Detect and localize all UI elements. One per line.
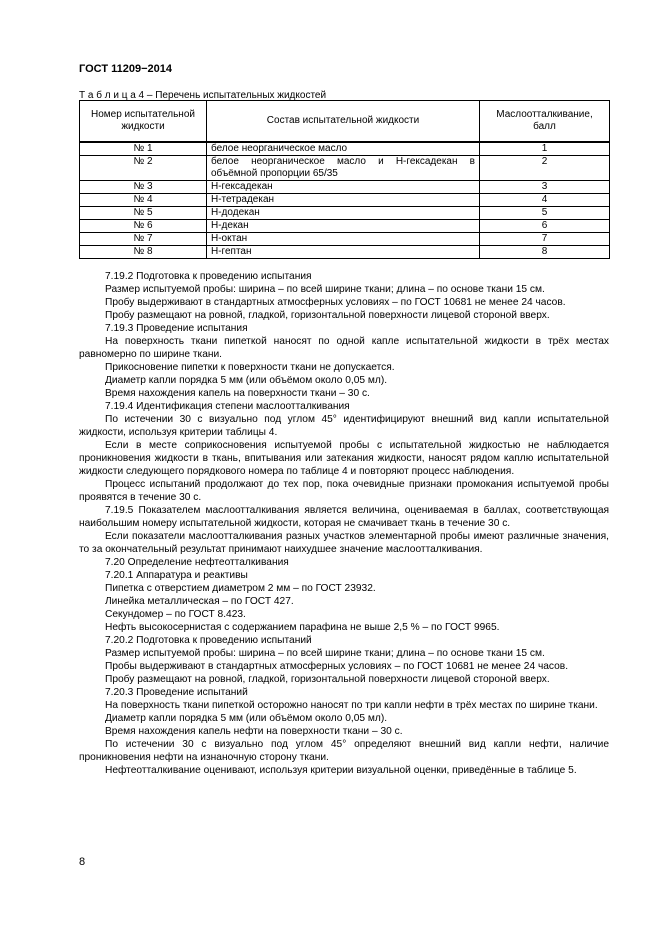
- table-row: [80, 220, 610, 233]
- paragraph: Нефть высокосернистая с содержанием парафина не выше 2,5 % – по ГОСТ 9965.: [105, 622, 500, 633]
- fluid-composition: Н-гептан: [207, 246, 480, 259]
- paragraph: На поверхность ткани пипеткой осторожно наносят по три капли нефти в трёх местах по ширине ткани.: [105, 700, 598, 711]
- paragraph: Размер испытуемой пробы: ширина – по всей ширине ткани; длина – по основе ткани 15 см.: [105, 648, 545, 659]
- paragraph: По истечении 30 с визуально под углом 45° идентифицируют внешний вид капли испытательной жидкости, используя критерии таблицы 4.: [79, 414, 609, 438]
- fluid-score: 3: [480, 181, 610, 194]
- table-header-row: [80, 101, 610, 143]
- paragraph: Время нахождения капель нефти на поверхности ткани – 30 с.: [105, 726, 403, 737]
- fluid-composition: Н-гексадекан: [207, 181, 480, 194]
- table-row: [80, 156, 610, 181]
- paragraph: Диаметр капли порядка 5 мм (или объёмом около 0,05 мл).: [105, 375, 388, 386]
- table-caption: Т а б л и ц а 4 – Перечень испытательных жидкостей: [79, 90, 327, 101]
- paragraph: Пипетка с отверстием диаметром 2 мм – по ГОСТ 23932.: [105, 583, 376, 594]
- paragraph: 7.19.5 Показателем маслоотталкивания является величина, оцениваемая в баллах, соответствующая наибольшим номеру испытательной жидкости, которая не смачивает ткань в течение 30 с.: [79, 505, 609, 529]
- paragraph: Прикосновение пипетки к поверхности ткани не допускается.: [105, 362, 395, 373]
- fluid-number: № 5: [80, 207, 207, 220]
- fluid-composition: Н-декан: [207, 220, 480, 233]
- fluid-score: 4: [480, 194, 610, 207]
- fluid-composition: Н-тетрадекан: [207, 194, 480, 207]
- paragraph: Если показатели маслоотталкивания разных участков элементарной пробы имеют различные значения, то за окончательный результат принимают наихудшее значение маслоотталкивания.: [79, 531, 609, 555]
- fluid-composition: Н-октан: [207, 233, 480, 246]
- paragraph: Пробы выдерживают в стандартных атмосферных условиях – по ГОСТ 10681 не менее 24 часов.: [105, 661, 569, 672]
- table-row: [80, 142, 610, 156]
- section-heading: 7.19.4 Идентификация степени маслоотталкивания: [105, 401, 350, 412]
- fluid-score: 1: [480, 142, 610, 156]
- fluid-composition: белое неорганическое масло и Н-гексадекан в объёмной пропорции 65/35: [207, 156, 480, 181]
- paragraph: По истечении 30 с визуально под углом 45° определяют внешний вид капли нефти, наличие проникновения нефти на изнаночную сторону ткани.: [79, 739, 609, 763]
- paragraph: Время нахождения капель на поверхности ткани – 30 с.: [105, 388, 370, 399]
- fluid-number: № 1: [80, 142, 207, 156]
- col-header-number: Номер испытательной жидкости: [80, 101, 207, 143]
- document-header: ГОСТ 11209−2014: [79, 63, 172, 75]
- fluid-number: № 2: [80, 156, 207, 181]
- paragraph: Процесс испытаний продолжают до тех пор, пока очевидные признаки промокания испытуемой пробы проявятся в течение 30 с.: [79, 479, 609, 503]
- table-row: [80, 233, 610, 246]
- col-header-score: Маслоотталкивание, балл: [480, 101, 610, 143]
- fluid-number: № 8: [80, 246, 207, 259]
- paragraph: Секундомер – по ГОСТ 8.423.: [105, 609, 246, 620]
- fluid-number: № 4: [80, 194, 207, 207]
- body-text: [79, 270, 609, 777]
- fluid-composition: белое неорганическое масло: [207, 142, 480, 156]
- fluids-table: [79, 100, 610, 259]
- section-heading: 7.20.1 Аппаратура и реактивы: [105, 570, 248, 581]
- fluid-number: № 7: [80, 233, 207, 246]
- paragraph: Пробу размещают на ровной, гладкой, горизонтальной поверхности лицевой стороной вверх.: [105, 310, 550, 321]
- paragraph: Пробу размещают на ровной, гладкой, горизонтальной поверхности лицевой стороной вверх.: [105, 674, 550, 685]
- paragraph: Если в месте соприкосновения испытуемой пробы с испытательной жидкостью не наблюдается проникновения жидкости в ткань, впитывания или затекания жидкости, наносят рядом каплю испытательной жидкости следующего порядкового номера по таблице 4 и повторяют процесс наблюдения.: [79, 440, 609, 477]
- section-heading: 7.20.2 Подготовка к проведению испытаний: [105, 635, 312, 646]
- paragraph: Диаметр капли порядка 5 мм (или объёмом около 0,05 мл).: [105, 713, 388, 724]
- table-row: [80, 246, 610, 259]
- table-row: [80, 181, 610, 194]
- fluid-score: 5: [480, 207, 610, 220]
- section-heading: 7.20.3 Проведение испытаний: [105, 687, 248, 698]
- paragraph: Линейка металлическая – по ГОСТ 427.: [105, 596, 294, 607]
- paragraph: Размер испытуемой пробы: ширина – по всей ширине ткани; длина – по основе ткани 15 см.: [105, 284, 545, 295]
- fluid-score: 6: [480, 220, 610, 233]
- page-number: 8: [79, 856, 86, 868]
- paragraph: На поверхность ткани пипеткой наносят по одной капле испытательной жидкости в трёх местах равномерно по ширине ткани.: [79, 336, 609, 360]
- fluid-score: 7: [480, 233, 610, 246]
- section-heading: 7.19.2 Подготовка к проведению испытания: [105, 271, 312, 282]
- col-header-composition: Состав испытательной жидкости: [207, 101, 480, 143]
- fluid-score: 2: [480, 156, 610, 181]
- section-heading: 7.20 Определение нефтеотталкивания: [105, 557, 289, 568]
- fluid-composition: Н-додекан: [207, 207, 480, 220]
- table-row: [80, 207, 610, 220]
- paragraph: Пробу выдерживают в стандартных атмосферных условиях – по ГОСТ 10681 не менее 24 часов.: [105, 297, 566, 308]
- paragraph: Нефтеотталкивание оценивают, используя критерии визуальной оценки, приведённые в таблице 5.: [105, 765, 577, 776]
- section-heading: 7.19.3 Проведение испытания: [105, 323, 248, 334]
- fluid-number: № 3: [80, 181, 207, 194]
- fluid-score: 8: [480, 246, 610, 259]
- fluid-number: № 6: [80, 220, 207, 233]
- table-row: [80, 194, 610, 207]
